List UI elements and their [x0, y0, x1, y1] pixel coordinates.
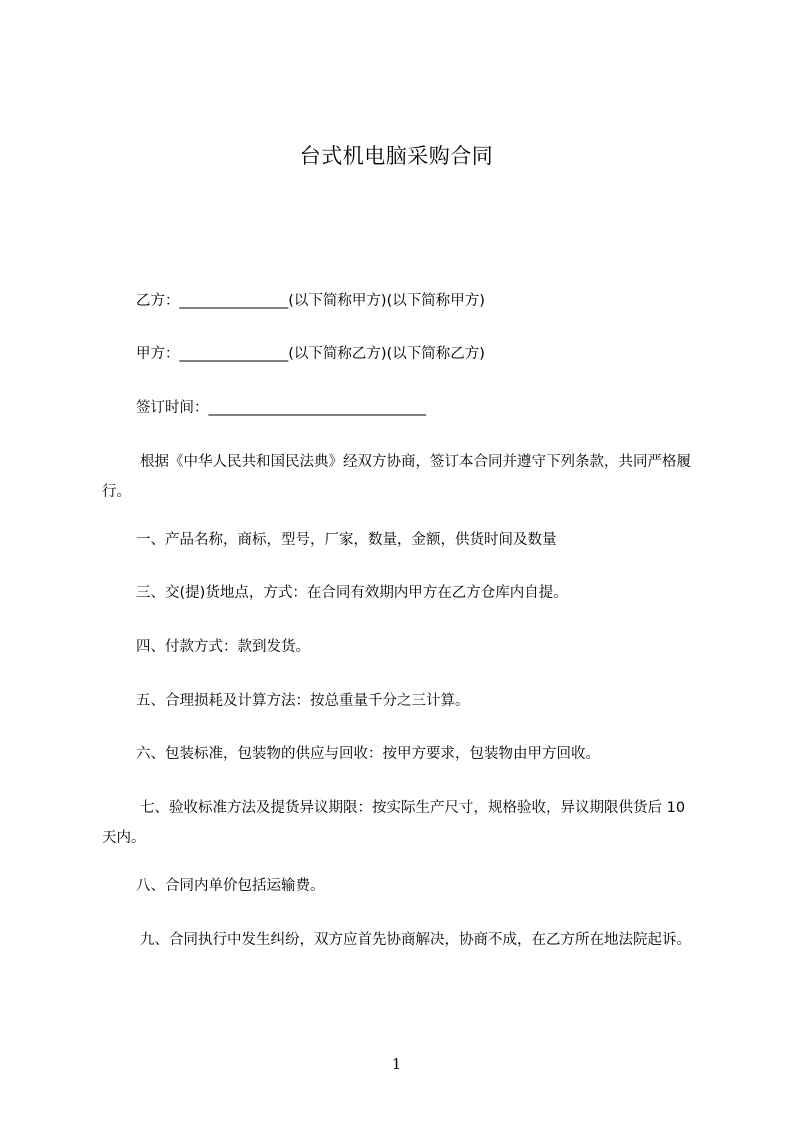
preamble-paragraph: 根据《中华人民共和国民法典》经双方协商，签订本合同并遵守下列条款，共同严格履行。	[102, 454, 691, 500]
page-number: 1	[391, 1055, 402, 1073]
clause-6: 六、包装标准，包装物的供应与回收：按甲方要求，包装物由甲方回收。	[136, 746, 600, 762]
clause-1: 一、产品名称，商标，型号，厂家，数量，金额，供货时间及数量	[136, 532, 557, 548]
clause-4: 四、付款方式：款到发货。	[136, 639, 310, 655]
clause-7: 七、验收标准方法及提货异议期限：按实际生产尺寸，规格验收，异议期限供货后 10 天内。	[102, 800, 686, 846]
clause-5: 五、合理损耗及计算方法：按总重量千分之三计算。	[136, 693, 470, 709]
document-title: 台式机电脑采购合同	[299, 144, 494, 168]
sign-date-line: 签订时间：______________________________	[136, 400, 426, 416]
clause-3: 三、交(提)货地点，方式：在合同有效期内甲方在乙方仓库内自提。	[136, 585, 568, 601]
clause-9: 九、合同执行中发生纠纷，双方应首先协商解决，协商不成，在乙方所在地法院起诉。	[140, 932, 691, 948]
clause-8: 八、合同内单价包括运输费。	[136, 878, 325, 894]
party-b-line: 乙方：_______________(以下简称甲方)(以下简称甲方)	[136, 293, 485, 309]
party-a-line: 甲方：_______________(以下简称乙方)(以下简称乙方)	[136, 346, 485, 362]
